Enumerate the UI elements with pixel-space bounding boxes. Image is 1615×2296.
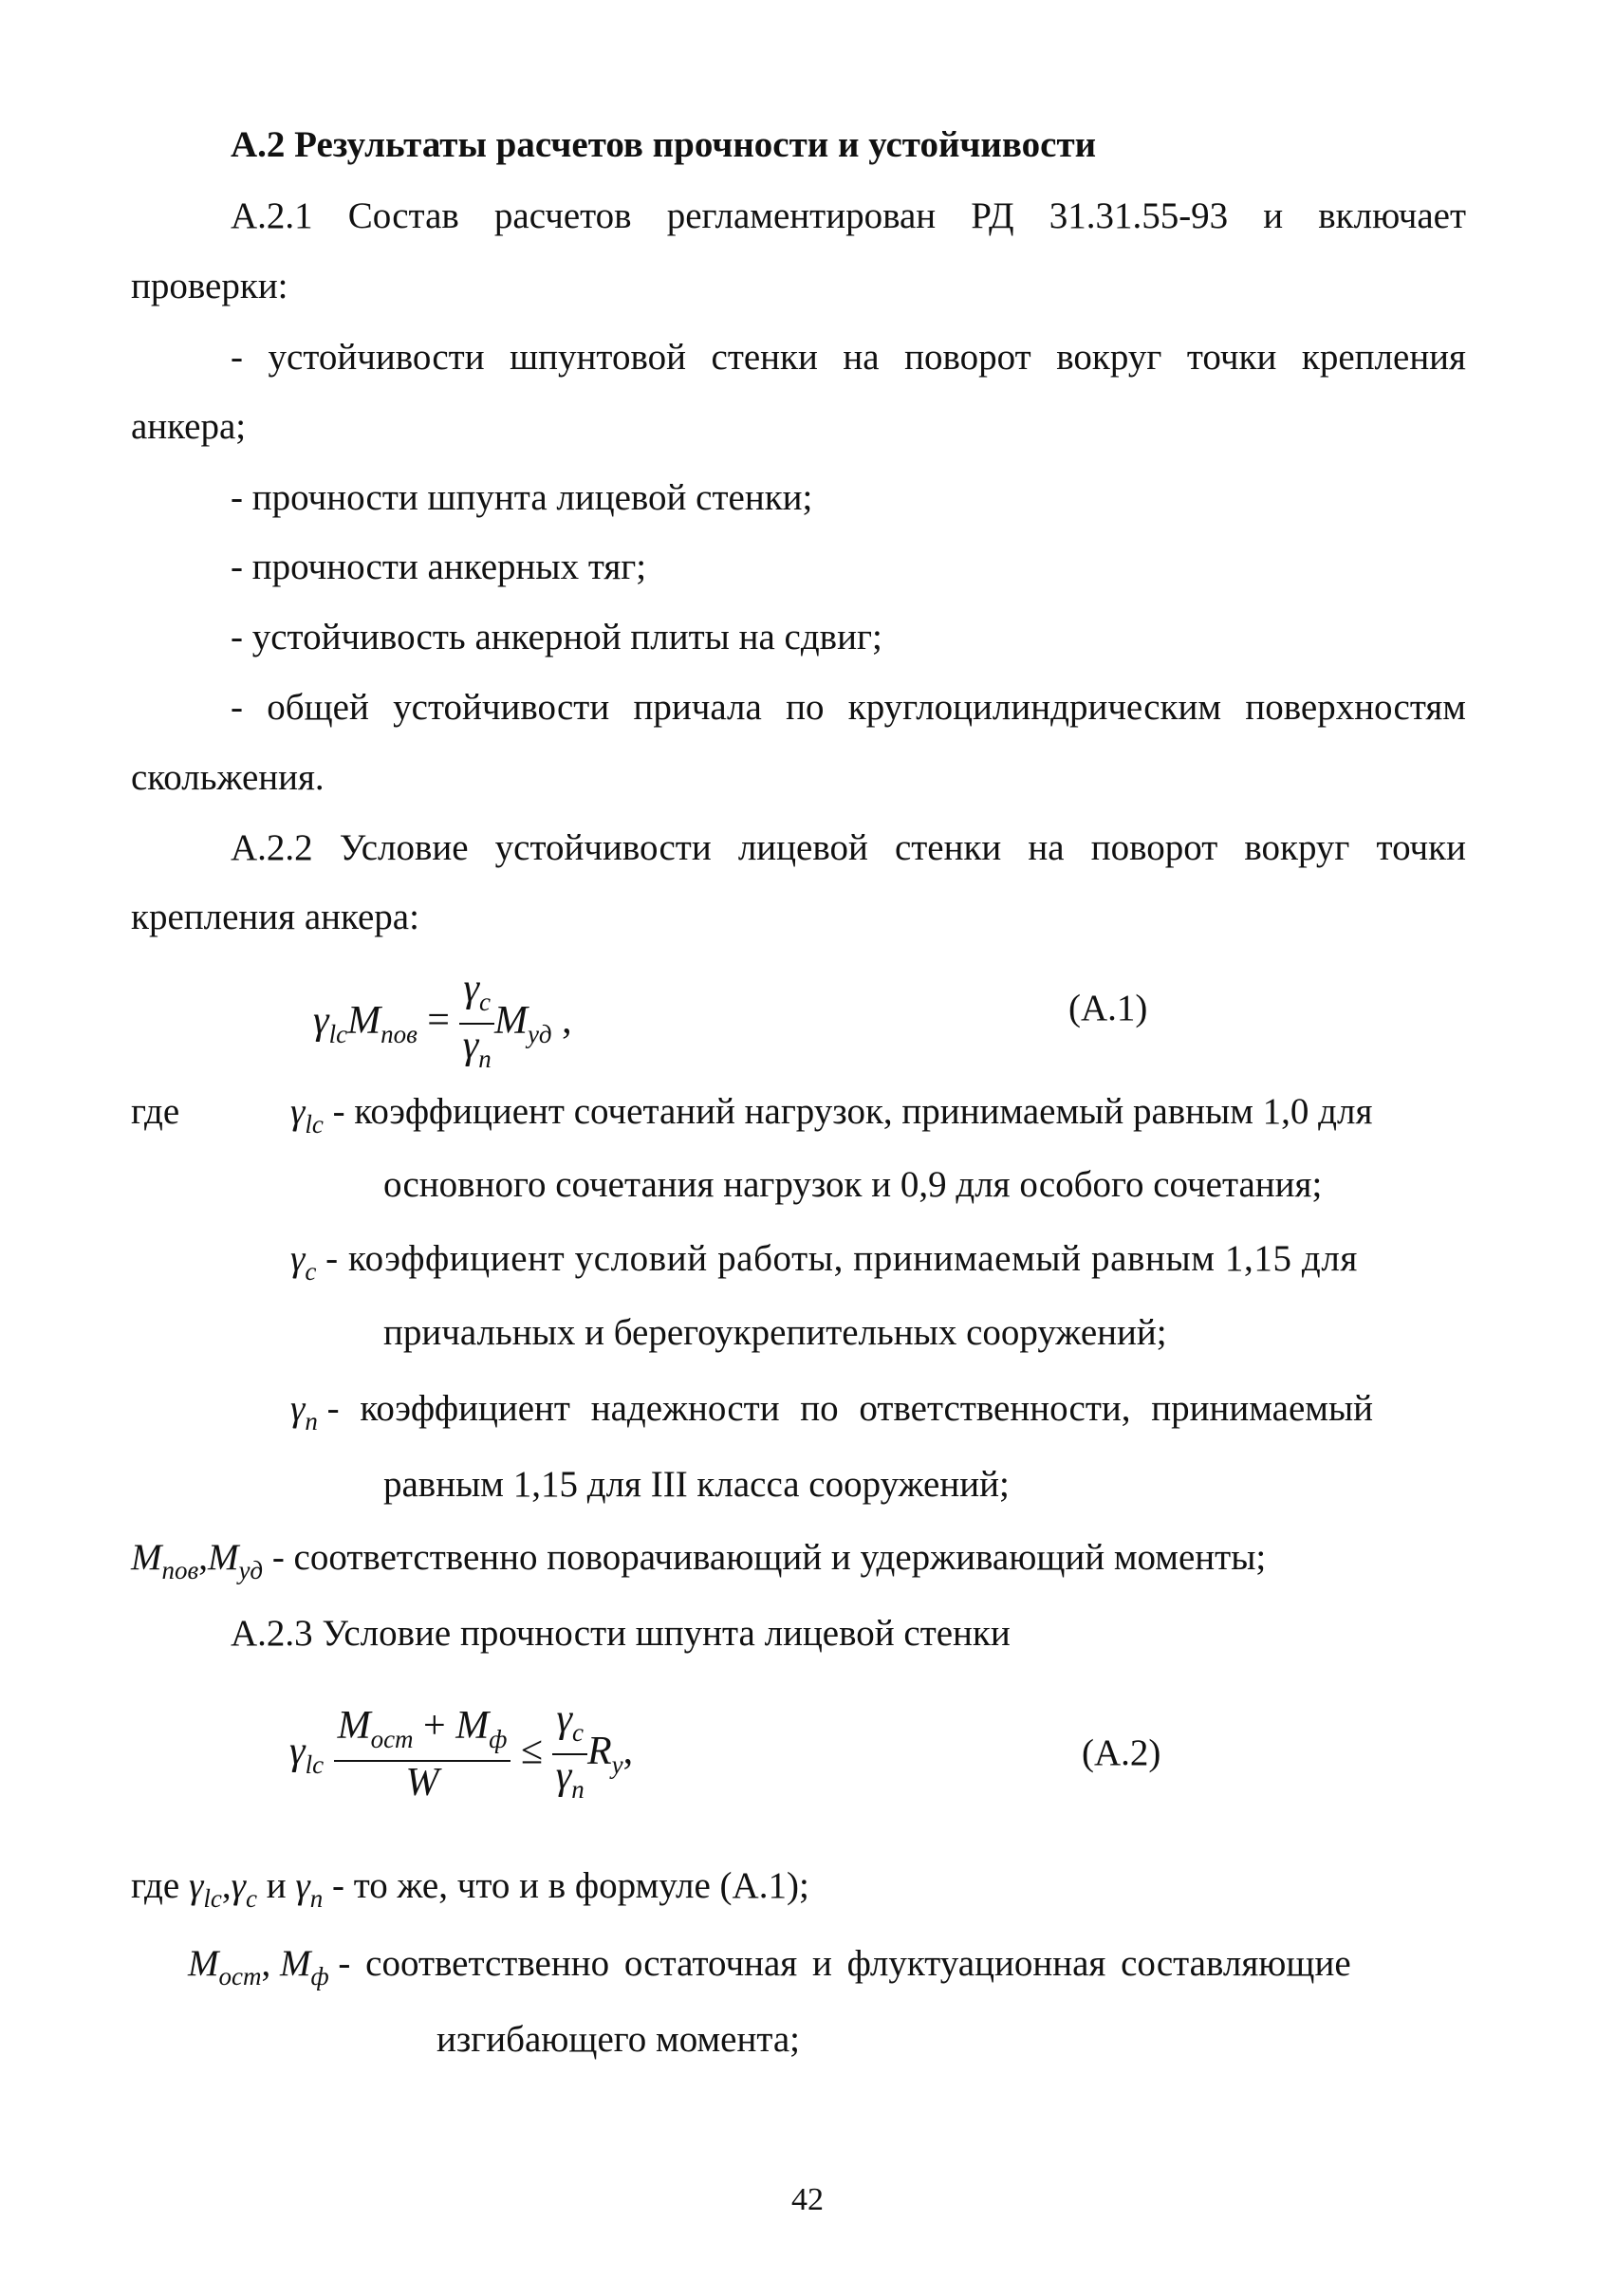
where1-item-1-line1: $\gamma_{lc}$ - коэффициент сочетаний нагрузок, принимаемый равным 1,0 для — [290, 1091, 1373, 1139]
where1-item-1-line2: основного сочетания нагрузок и 0,9 для особого сочетания; — [383, 1164, 1323, 1205]
section-heading: А.2 Результаты расчетов прочности и устойчивости — [231, 124, 1097, 165]
where2-moments-line2: изгибающего момента; — [436, 2019, 801, 2060]
list-item-1-line1: - устойчивости шпунтовой стенки на поворот вокруг точки крепления — [231, 337, 1466, 378]
where1-item-3-line2: равным 1,15 для III класса сооружений; — [383, 1464, 1010, 1505]
list-item-5-line2: скольжения. — [131, 757, 325, 798]
where1-item-2-line2: причальных и берегоукрепительных сооружений; — [383, 1312, 1167, 1353]
formula-a2-number: (А.2) — [1082, 1732, 1161, 1773]
formula-a2-ry: $R_y$ — [587, 1729, 623, 1779]
where1-item-3-line1: $\gamma_n$ - коэффициент надежности по ответственности, принимаемый — [290, 1388, 1374, 1435]
gamma-n-symbol: $\gamma_n$ — [290, 1388, 318, 1435]
moments-ost-f-symbols: $M_{ост}$, $M_ф$ — [188, 1943, 329, 1990]
where-label-1: где — [131, 1091, 180, 1132]
list-item-2: - прочности шпунта лицевой стенки; — [231, 477, 813, 518]
where2-moments-line1: $M_{ост}$, $M_ф$ - соответственно остаточная и флуктуационная составляющие — [188, 1943, 1351, 1990]
formula-a1-number: (А.1) — [1068, 988, 1148, 1028]
where1-moments: $M_{пов},M_{уд}$ - соответственно поворачивающий и удерживающий моменты; — [131, 1537, 1267, 1584]
list-item-3: - прочности анкерных тяг; — [231, 546, 647, 587]
gamma-c-symbol: $\gamma_c$ — [290, 1238, 317, 1286]
formula-a2: $\gamma_{lc}$ $\frac{M_{ост} + M_ф}{W}$ ≤ $\frac{\gamma_c}{\gamma_n}$ $R_y$, — [289, 1698, 633, 1822]
page-number: 42 — [791, 2182, 824, 2217]
formula-a2-gamma-fraction: $\frac{\gamma_c}{\gamma_n}$ — [552, 1698, 587, 1810]
formula-a2-gamma-lc: $\gamma_{lc}$ — [289, 1729, 325, 1779]
paragraph-a22-line2: крепления анкера: — [131, 897, 419, 937]
formula-a1-equals: = — [427, 998, 450, 1043]
where2-line: где $\gamma_{lc},\gamma_c$ и $\gamma_n$ - то же, что и в формуле (А.1); — [131, 1865, 809, 1913]
gamma-lc-symbol: $\gamma_{lc}$ — [290, 1091, 324, 1139]
gamma-symbols: $\gamma_{lc},\gamma_c$ — [188, 1865, 257, 1913]
formula-a1-gamma-lc: $\gamma_{lc}$ — [313, 998, 348, 1048]
list-item-1-line2: анкера; — [131, 406, 247, 447]
moments-symbols: $M_{пов},M_{уд}$ — [131, 1537, 264, 1584]
paragraph-a21-line2: проверки: — [131, 266, 288, 306]
formula-a1-m-pov: $M_{пов}$ — [347, 998, 418, 1048]
list-item-4: - устойчивость анкерной плиты на сдвиг; — [231, 617, 882, 657]
where1-item-2-line1: $\gamma_c$ - коэффициент условий работы, принимаемый равным 1,15 для — [290, 1238, 1358, 1286]
paragraph-a22-line1: А.2.2 Условие устойчивости лицевой стенки на поворот вокруг точки — [231, 827, 1466, 868]
formula-a2-main-fraction: $\frac{M_{ост} + M_ф}{W}$ — [334, 1705, 511, 1804]
formula-a1-fraction: $\frac{\gamma_c}{\gamma_n}$ — [459, 968, 494, 1080]
paragraph-a21-line1: А.2.1 Состав расчетов регламентирован РД 31.31.55-93 и включает — [231, 195, 1466, 236]
list-item-5-line1: - общей устойчивости причала по круглоцилиндрическим поверхностям — [231, 687, 1466, 728]
formula-a1-m-ud: $M_{уд}$ — [494, 998, 552, 1048]
formula-a1: $\gamma_{lc}M_{пов}$ = $\frac{\gamma_c}{\gamma_n}$ $M_{уд}$ , — [313, 968, 572, 1082]
paragraph-a23: А.2.3 Условие прочности шпунта лицевой стенки — [231, 1613, 1011, 1654]
formula-a2-leq: ≤ — [520, 1729, 543, 1773]
